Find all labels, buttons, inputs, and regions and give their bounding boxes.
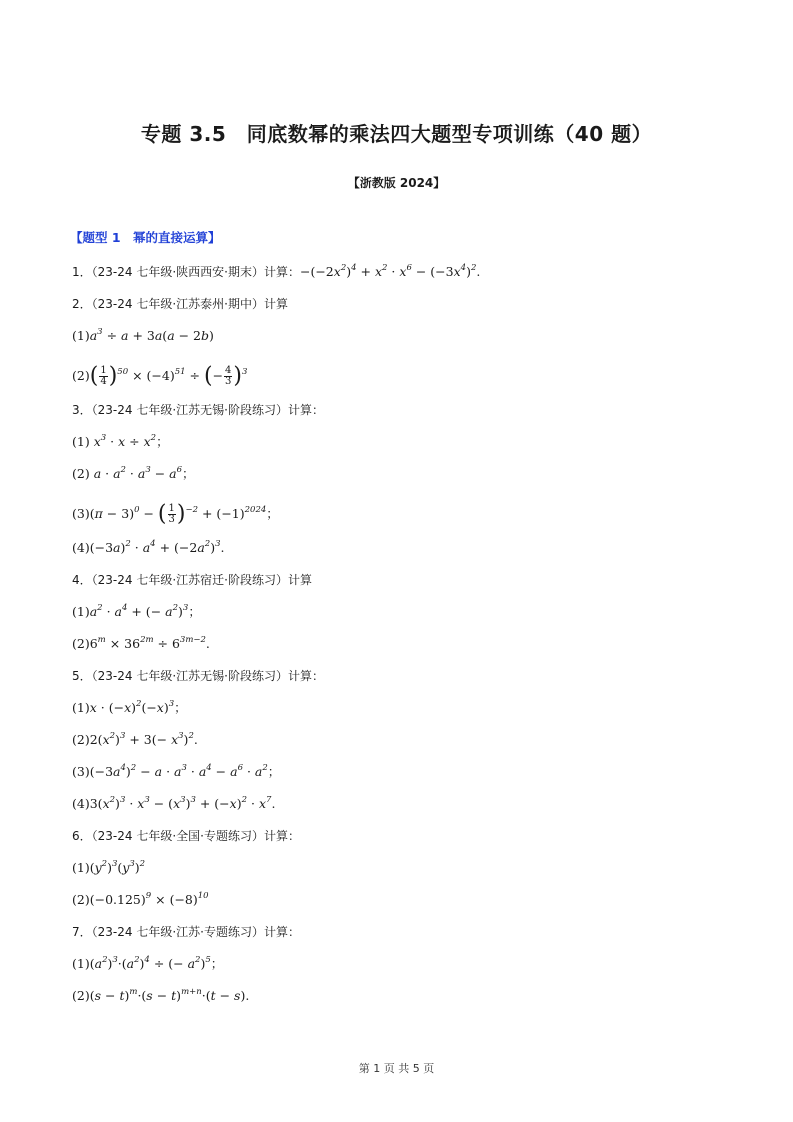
question-3-part-2 <box>72 466 195 482</box>
formula: $a \cdot a^2 \cdot a^3 - a^6$； <box>93 465 195 481</box>
formula: $x \cdot (-x)^2(-x)^3$； <box>89 699 187 715</box>
question-3 <box>72 402 324 418</box>
question-source: （23-24 七年级·江苏泰州·期中）计算 <box>91 297 288 311</box>
question-7 <box>72 924 300 940</box>
part-label: (3) <box>72 506 90 521</box>
formula: $6^m \times 36^{2m} \div 6^{3m-2}$. <box>89 635 210 651</box>
question-5-part-3 <box>72 764 280 780</box>
question-source: （23-24 七年级·陕西西安·期末）计算： <box>91 265 300 279</box>
question-source: （23-24 七年级·全国·专题练习）计算： <box>91 829 300 843</box>
question-1 <box>72 264 480 280</box>
part-label: (2) <box>72 636 90 651</box>
formula: $(\pi - 3)^0$ − ( $\frac{1}{3}$ )$^{-2} + (-1)^{2024}$； <box>89 501 279 527</box>
question-2-part-1 <box>72 328 214 344</box>
part-label: (1) <box>72 700 90 715</box>
question-number: 5． <box>72 669 92 683</box>
question-source: （23-24 七年级·江苏·专题练习）计算： <box>91 925 300 939</box>
part-label: (4) <box>72 796 90 811</box>
page-footer: 第 1 页 共 5 页 <box>358 1062 435 1075</box>
question-source: （23-24 七年级·江苏无锡·阶段练习）计算： <box>91 669 324 683</box>
section-heading: 【题型 1 幂的直接运算】 <box>70 230 221 245</box>
formula: $(-3a^4)^2 - a \cdot a^3 \cdot a^4 - a^6 \cdot a^2$； <box>89 763 281 779</box>
part-label: (2) <box>72 368 90 383</box>
question-3-part-3 <box>72 501 279 527</box>
question-6 <box>72 828 300 844</box>
formula: $(-3a)^2 \cdot a^4 + (-2a^2)^3$. <box>89 539 225 555</box>
question-number: 2． <box>72 297 92 311</box>
part-label: (1) <box>72 434 90 449</box>
question-source: （23-24 七年级·江苏宿迁·阶段练习）计算 <box>91 573 312 587</box>
question-4 <box>72 572 312 588</box>
part-label: (1) <box>72 860 90 875</box>
question-7-part-1 <box>72 956 223 972</box>
part-label: (4) <box>72 540 90 555</box>
question-5-part-4 <box>72 796 275 812</box>
formula: $2(x^2)^3 + 3(- x^3)^2$. <box>89 731 198 747</box>
edition-label: 【浙教版 2024】 <box>347 176 446 190</box>
question-4-part-2 <box>72 636 210 652</box>
part-label: (1) <box>72 956 90 971</box>
question-number: 7． <box>72 925 92 939</box>
question-number: 3． <box>72 403 92 417</box>
question-4-part-1 <box>72 604 201 620</box>
question-5 <box>72 668 324 684</box>
part-label: (2) <box>72 732 90 747</box>
question-source: （23-24 七年级·江苏无锡·阶段练习）计算： <box>91 403 324 417</box>
question-5-part-2 <box>72 732 198 748</box>
formula: $3(x^2)^3 \cdot x^3 - (x^3)^3 + (-x)^2 \cdot x^7$. <box>89 795 276 811</box>
question-6-part-1 <box>72 860 145 876</box>
question-5-part-1 <box>72 700 187 716</box>
question-3-part-4 <box>72 540 225 556</box>
question-2-part-2 <box>72 363 248 389</box>
part-label: (2) <box>72 988 90 1003</box>
formula: $(s - t)^m\cdot(s - t)^{m+n}\cdot(t - s)$. <box>89 987 250 1003</box>
formula: $a^3 \div a + 3a(a - 2b)$ <box>89 327 214 343</box>
question-number: 4． <box>72 573 92 587</box>
part-label: (2) <box>72 892 90 907</box>
part-label: (1) <box>72 604 90 619</box>
question-2 <box>72 296 288 312</box>
formula: $(-0.125)^9 \times (-8)^{10}$ <box>89 891 209 907</box>
formula: $a^2 \cdot a^4$ + (− $a^2)^3$； <box>89 603 201 619</box>
question-6-part-2 <box>72 892 209 908</box>
part-label: (1) <box>72 328 90 343</box>
formula: $(y^2)^3(y^3)^2$ <box>89 859 146 875</box>
question-3-part-1 <box>72 434 169 450</box>
question-number: 6． <box>72 829 92 843</box>
part-label: (3) <box>72 764 90 779</box>
formula: $x^3 \cdot x \div x^2$； <box>93 433 169 449</box>
page-title: 专题 3.5 同底数幂的乘法四大题型专项训练（40 题） <box>140 122 653 146</box>
part-label: (2) <box>72 466 90 481</box>
question-number: 1． <box>72 265 92 279</box>
formula: ( $\frac{1}{4}$ )$^{50} \times (-4)^{51}$ ÷ (− $\frac{4}{3}$ )$^3$ <box>89 363 248 389</box>
formula: $(a^2)^3\cdot(a^2)^4$ ÷ (− $a^2)^5$； <box>89 955 224 971</box>
question-7-part-2 <box>72 988 249 1004</box>
formula: $-(-2x^2)^4 + x^2 \cdot x^6 - (-3x^4)^2$. <box>299 263 481 279</box>
